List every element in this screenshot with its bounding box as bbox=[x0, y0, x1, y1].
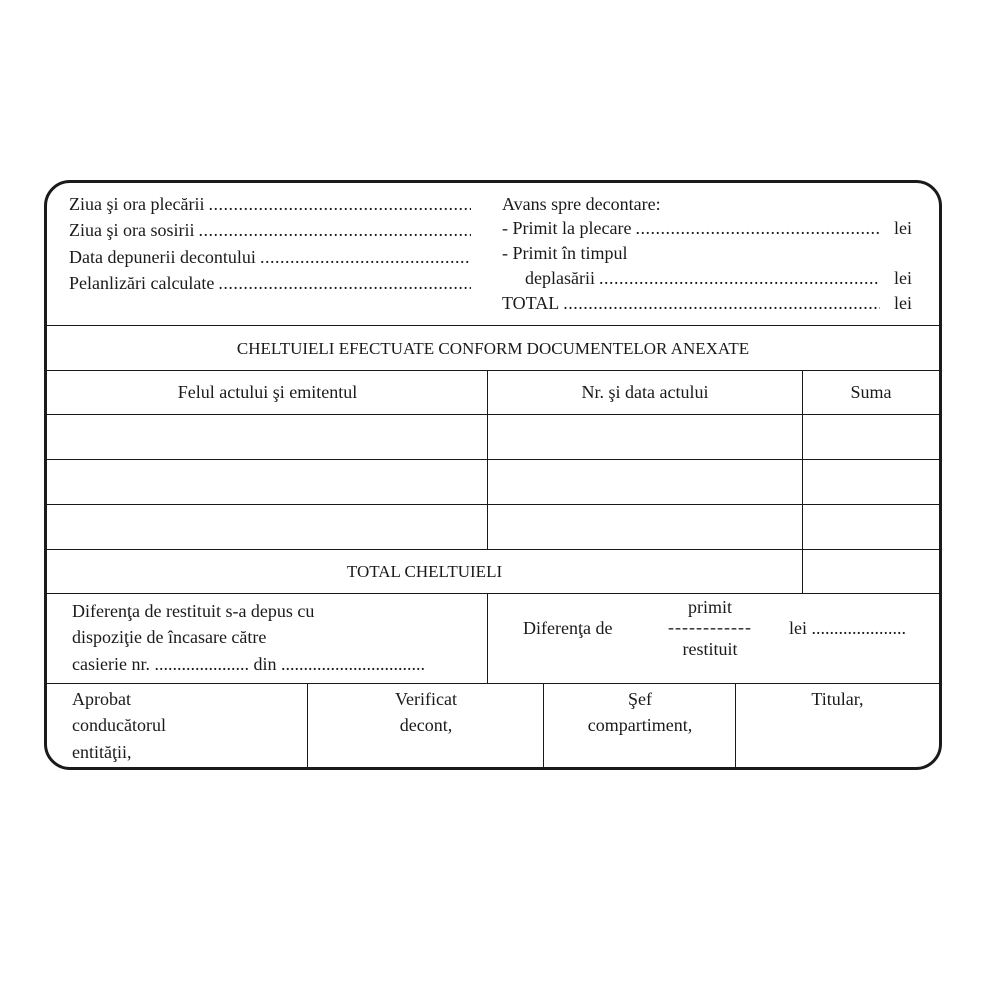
total-expenses-value[interactable] bbox=[803, 550, 939, 593]
arrival-field[interactable] bbox=[69, 218, 471, 243]
holder-label: Titular, bbox=[811, 689, 864, 709]
chief-line1: Şef bbox=[628, 689, 652, 709]
advance-total-field[interactable] bbox=[502, 291, 912, 316]
approved-line3: entităţii, bbox=[72, 742, 132, 762]
calculated-dots bbox=[218, 271, 471, 296]
verified-line1: Verificat bbox=[395, 689, 457, 709]
table-row[interactable] bbox=[47, 504, 939, 549]
received-during-field[interactable] bbox=[525, 266, 912, 291]
received-departure-field[interactable] bbox=[502, 216, 912, 241]
difference-right-label: Diferenţa de bbox=[523, 618, 613, 638]
difference-separator: ------------ bbox=[668, 617, 752, 637]
received-departure-dots bbox=[635, 216, 880, 241]
advance-total-label: TOTAL bbox=[502, 293, 560, 313]
row-divider bbox=[487, 460, 488, 504]
row-divider bbox=[487, 415, 488, 459]
submission-date-dots bbox=[260, 245, 471, 270]
total-expenses-label: TOTAL CHELTUIELI bbox=[346, 562, 503, 581]
received-during-label: - Primit în timpul bbox=[502, 243, 628, 263]
received-departure-unit: lei bbox=[894, 218, 912, 238]
difference-left-line3[interactable] bbox=[72, 652, 425, 677]
approved-line1: Aprobat bbox=[72, 689, 131, 709]
difference-divider bbox=[487, 594, 488, 683]
difference-left-line1: Diferenţa de restituit s-a depus cu bbox=[72, 601, 315, 621]
difference-amount-field[interactable]: lei ..................... bbox=[789, 618, 906, 638]
submission-date-label: Data depunerii decontului bbox=[69, 247, 256, 267]
signatures-row bbox=[47, 683, 939, 767]
col-number-header: Nr. şi data actului bbox=[581, 382, 709, 402]
header-section bbox=[47, 183, 939, 325]
departure-field[interactable] bbox=[69, 192, 471, 217]
arrival-dots bbox=[198, 218, 471, 243]
received-during-dots bbox=[599, 266, 880, 291]
row-divider bbox=[802, 460, 803, 504]
departure-label: Ziua şi ora plecării bbox=[69, 194, 205, 214]
calculated-field[interactable] bbox=[69, 271, 471, 296]
col-type-header: Felul actului şi emitentul bbox=[177, 382, 358, 402]
expenses-title-row bbox=[47, 325, 939, 370]
row-divider bbox=[487, 505, 488, 549]
advance-total-unit: lei bbox=[894, 293, 912, 313]
expenses-title: CHELTUIELI EFECTUATE CONFORM DOCUMENTELOR ANEXATE bbox=[236, 339, 750, 358]
departure-dots bbox=[208, 192, 471, 217]
verified-line2: decont, bbox=[399, 715, 453, 735]
submission-date-field[interactable] bbox=[69, 245, 471, 270]
total-expenses-row bbox=[47, 549, 939, 593]
difference-received: primit bbox=[688, 597, 732, 617]
calculated-label: Pelanlizări calculate bbox=[69, 273, 215, 293]
difference-returned: restituit bbox=[682, 639, 738, 659]
difference-row bbox=[47, 593, 939, 683]
received-during-label-2: deplasării bbox=[525, 268, 595, 288]
received-departure-label: - Primit la plecare bbox=[502, 218, 632, 238]
difference-left-line2: dispoziţie de încasare către bbox=[72, 627, 267, 647]
row-divider bbox=[802, 415, 803, 459]
row-divider bbox=[802, 505, 803, 549]
advance-total-dots bbox=[563, 291, 880, 316]
cashier-number-field: casierie nr. ..................... bbox=[72, 654, 249, 674]
arrival-label: Ziua şi ora sosirii bbox=[69, 220, 195, 240]
received-during-unit: lei bbox=[894, 268, 912, 288]
expense-settlement-form bbox=[44, 180, 942, 770]
table-row[interactable] bbox=[47, 459, 939, 504]
col-sum-header: Suma bbox=[850, 382, 892, 402]
approved-line2: conducătorul bbox=[72, 715, 166, 735]
expenses-header-row bbox=[47, 370, 939, 414]
advance-title: Avans spre decontare: bbox=[502, 194, 661, 214]
chief-line2: compartiment, bbox=[587, 715, 693, 735]
cashier-date-field: din ................................ bbox=[253, 654, 425, 674]
table-row[interactable] bbox=[47, 414, 939, 459]
